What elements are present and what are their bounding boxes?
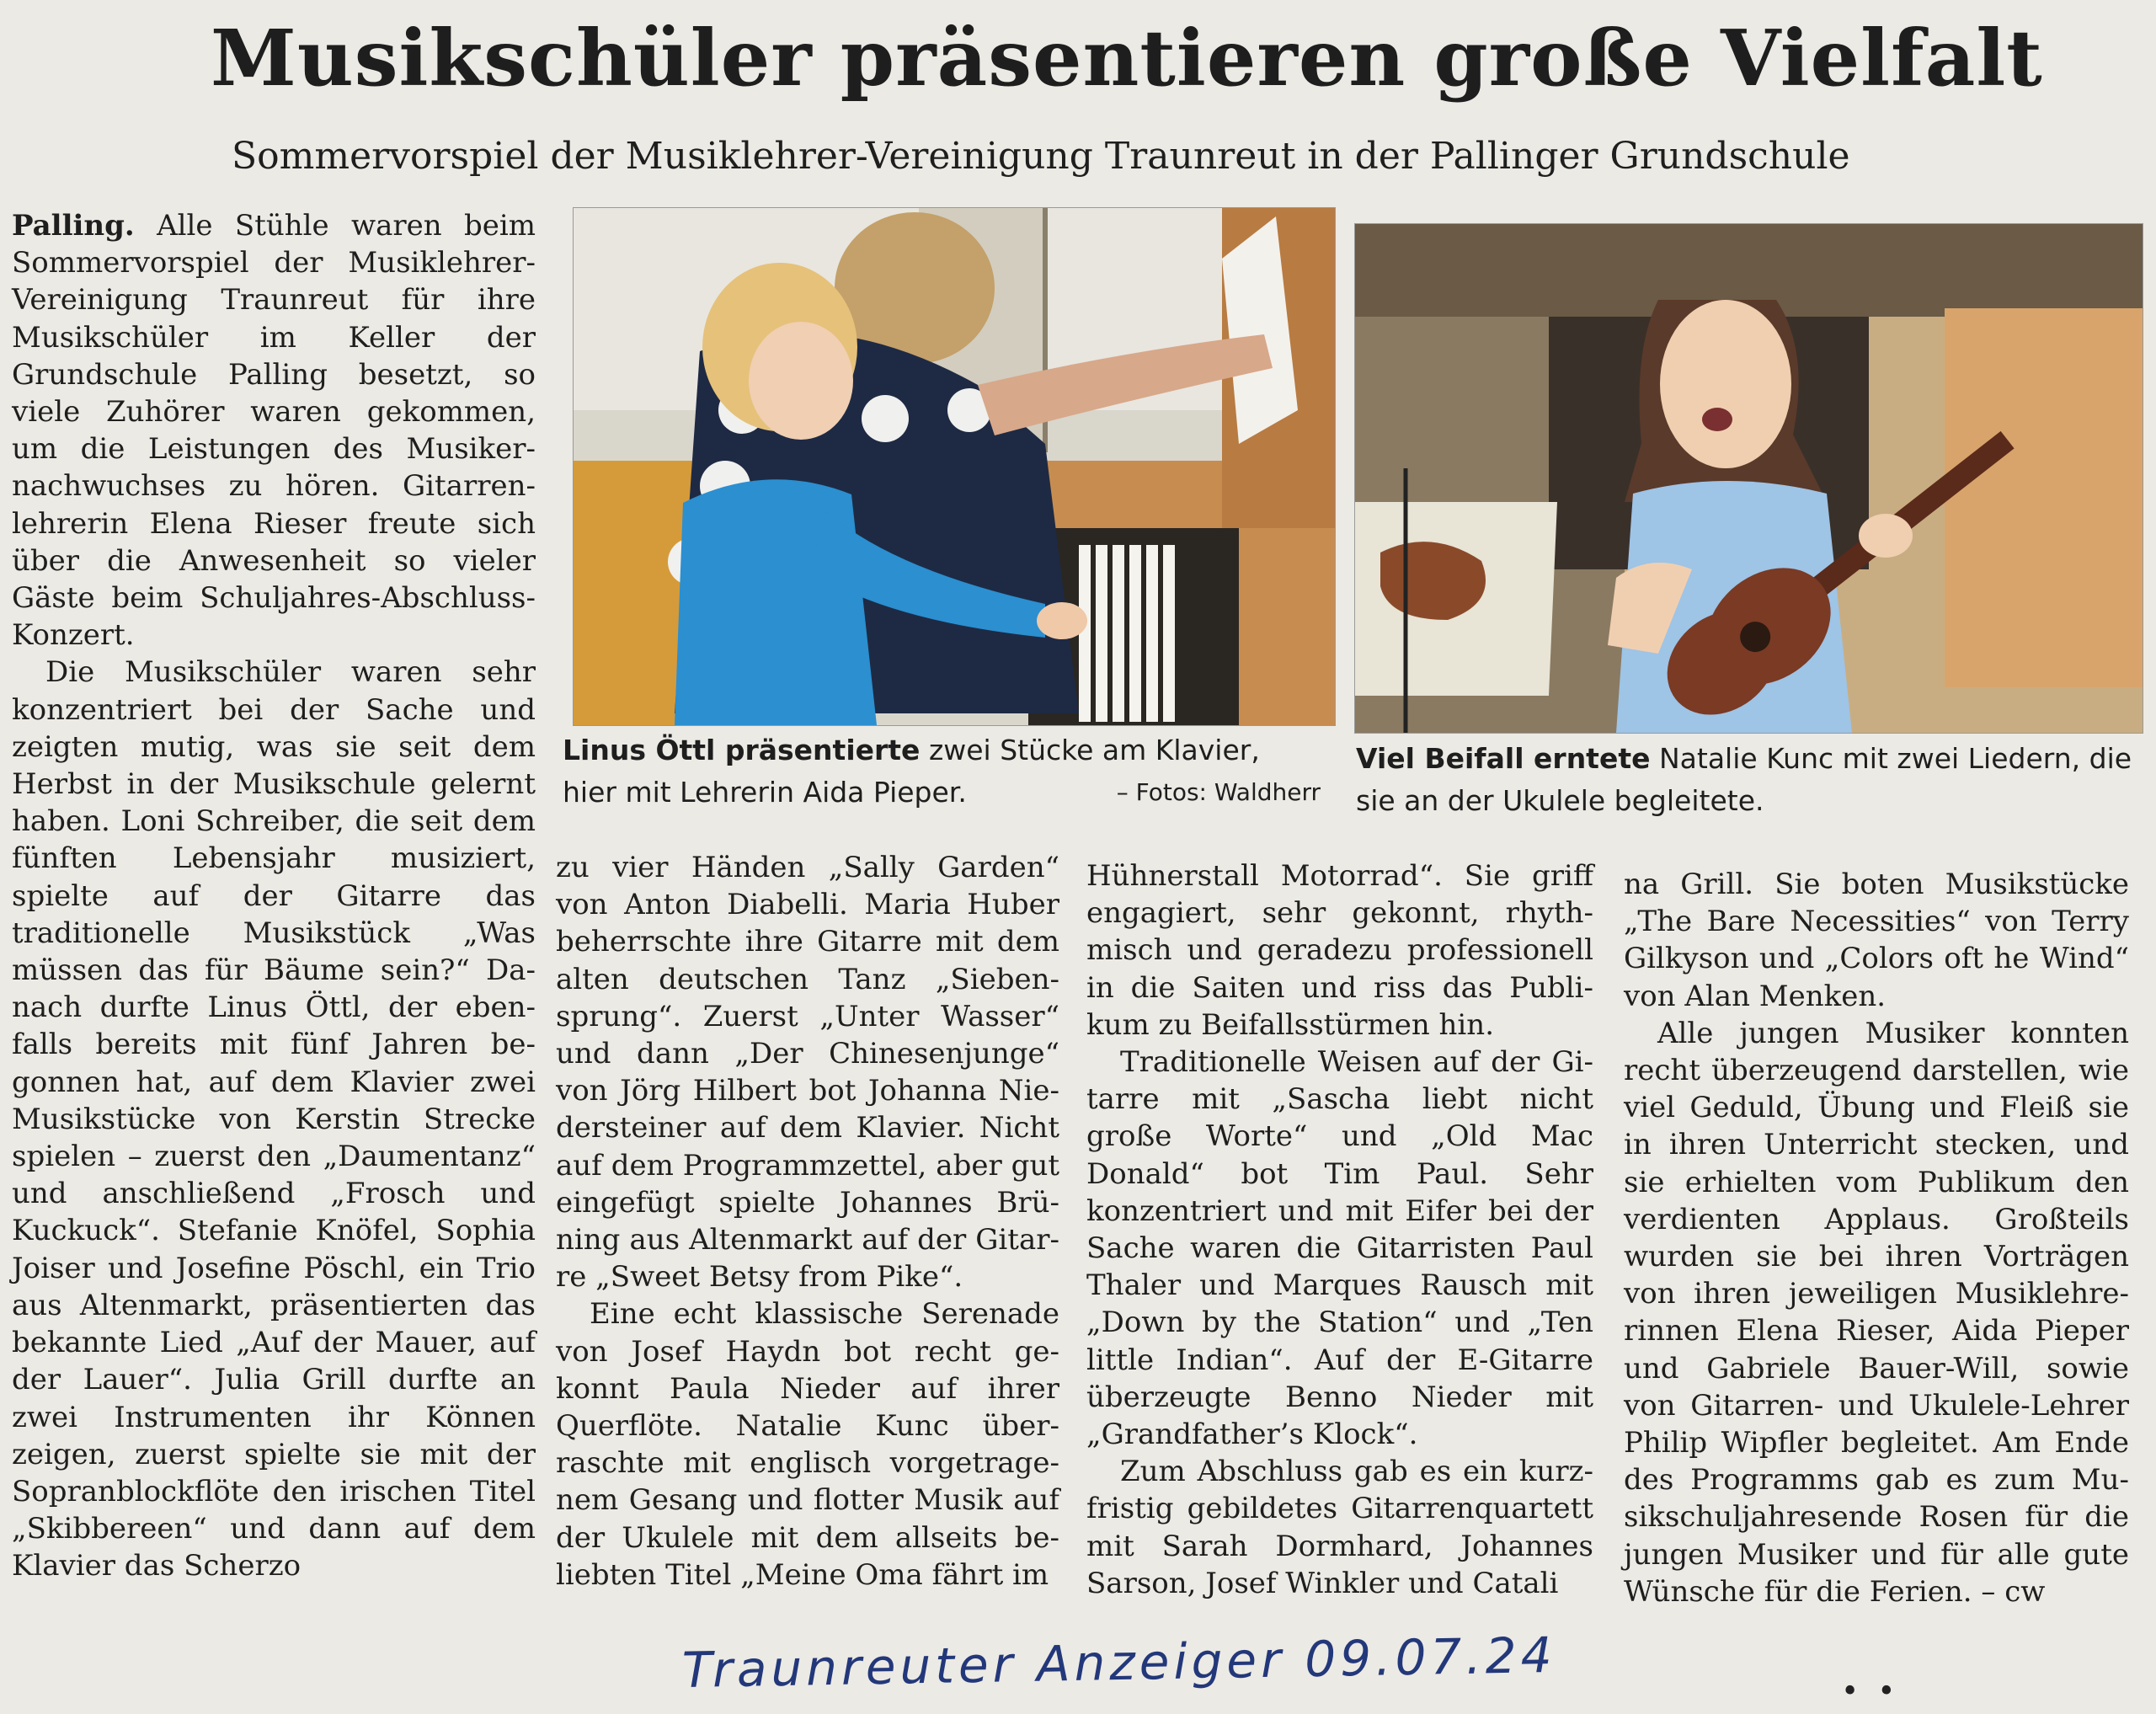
bleed-through-right — [2055, 0, 2156, 219]
paragraph: zu vier Händen „Sally Garden“ von Anton Diabelli. Maria Huber beherrschte ihre Gitarre mit dem alten deutschen Tanz „Siebensprung“. Zuerst „Unter Wasser“ und dann „Der Chinesenjunge“ von Jörg Hilbert bot Johanna Niedersteiner auf dem Klavier. Nicht auf dem Programmzettel, aber gut eingefügt spielte Johannes Brüning aus Altenmarkt auf der Gitarre „Sweet Betsy from Pike“. — [556, 851, 1059, 1295]
paragraph: Zum Abschluss gab es ein kurzfristig gebildetes Gitarrenquartett mit Sarah Dormhard, Johannes Sarson, Josef Winkler und Catali — [1086, 1455, 1593, 1600]
paragraph: Hühnerstall Motorrad“. Sie griff engagiert, sehr gekonnt, rhythmisch und geradezu professionell in die Saiten und riss das Publikum zu Beifallsstürmen hin. — [1086, 859, 1593, 1042]
paragraph: Die Musikschüler waren sehr konzentriert bei der Sache und zeigten mutig, was sie seit dem Herbst in der Musikschule gelernt haben. Loni Schreiber, die seit dem fünften Lebensjahr musiziert, spielte auf der Gitarre das traditionelle Musikstück „Was müssen das für Bäume sein?“ Danach durfte Linus Öttl, der ebenfalls bereits mit fünf Jahren begonnen hat, auf dem Klavier zwei Musikstücke von Kerstin Strecke spielen – zuerst den „Daumentanz“ und anschließend „Frosch und Kuckuck“. Stefanie Knöfel, Sophia Joiser und Josefine Pöschl, ein Trio aus Altenmarkt, präsentierten das bekannte Lied „Auf der Mauer, auf der Lauer“. Julia Grill durfte an zwei Instrumenten ihr Können zeigen, zuerst spielte sie mit der Sopranblockflöte den irischen Titel „Skibbereen“ und dann auf dem Klavier das Scherzo — [12, 655, 536, 1583]
paragraph: Traditionelle Weisen auf der Gitarre mit „Sascha liebt nicht große Worte“ und „Old Mac Donald“ bot Tim Paul. Sehr konzentriert und mit Eifer bei der Sache waren die Gitarristen Paul Thaler und Marques Rausch mit „Down by the Station“ und „Ten little Indian“. Auf der E-Gitarre überzeugte Benno Nieder mit „Grandfather’s Klock“. — [1086, 1045, 1593, 1452]
text-column-1 — [12, 207, 536, 1585]
photo-ukulele-singer — [1354, 223, 2143, 734]
paragraph-text: Alle Stühle waren beim Sommervorspiel der Musiklehrer-Vereinigung Traunreut für ihre Musikschüler im Keller der Grundschule Palling besetzt, so viele Zuhörer waren gekommen, um die Leistungen des Musikernachwuchses zu hören. Gitarrenlehrerin Elena Rieser freute sich über die Anwesenheit so vieler Gäste beim Schuljahres-Abschluss-Konzert. — [12, 209, 536, 653]
headline: Musikschüler präsentieren große Vielfalt — [211, 13, 2043, 104]
photo-piano-lesson — [573, 207, 1336, 726]
text-column-2 — [556, 849, 1059, 1594]
subheadline: Sommervorspiel der Musiklehrer-Vereinigung Traunreut in der Pallinger Grundschule — [232, 135, 1850, 178]
caption-lead: Linus Öttl präsentierte — [563, 734, 921, 766]
dateline: Palling. — [12, 209, 135, 243]
paragraph — [12, 207, 536, 654]
text-column-4 — [1624, 866, 2129, 1610]
bleed-through-middle — [1036, 762, 2131, 821]
paragraph: Eine echt klassische Serenade von Josef Haydn bot recht gekonnt Paula Nieder auf ihrer Querflöte. Natalie Kunc überraschte mit englisch vorgetragenem Gesang und flotter Musik auf der Ukulele mit dem allseits beliebten Titel „Meine Oma fährt im — [556, 1297, 1059, 1592]
bleed-through-left — [0, 0, 206, 126]
scan-marks: •• — [1841, 1674, 1914, 1709]
caption-text: zwei Stücke am Klavier, hier mit Lehrerin Aida Pieper. — [563, 734, 1260, 809]
text-column-3 — [1086, 857, 1593, 1602]
handwritten-source-note: Traunreuter Anzeiger 09.07.24 — [681, 1626, 1557, 1700]
photo-credit: – Fotos: Waldherr — [1116, 778, 1321, 806]
ukulele-photo-image — [1355, 224, 2143, 733]
paragraph: Alle jungen Musiker konnten recht überzeugend darstellen, wie viel Geduld, Übung und Fleiß sie in ihren Unterricht stecken, und sie erhielten vom Publikum den verdienten Applaus. Großteils wurden sie bei ihren Vorträgen von ihren jeweiligen Musiklehrerinnen Elena Rieser, Aida Pieper und Gabriele Bauer-Will, sowie von Gitarren- und Ukulele-Lehrer Philip Wipfler begleitet. Am Ende des Programms gab es zum Musikschuljahresende Rosen für die jungen Musiker und für alle gute Wünsche für die Ferien. – cw — [1624, 1016, 2129, 1609]
caption-text: Natalie Kunc mit zwei Liedern, die sie an der Ukulele begleitete. — [1356, 742, 2132, 817]
paragraph: na Grill. Sie boten Musikstücke „The Bare Necessities“ von Terry Gilkyson und „Colors oft he Wind“ von Alan Menken. — [1624, 868, 2129, 1013]
caption-lead: Viel Beifall erntete — [1356, 742, 1651, 775]
piano-photo-image — [574, 208, 1335, 725]
